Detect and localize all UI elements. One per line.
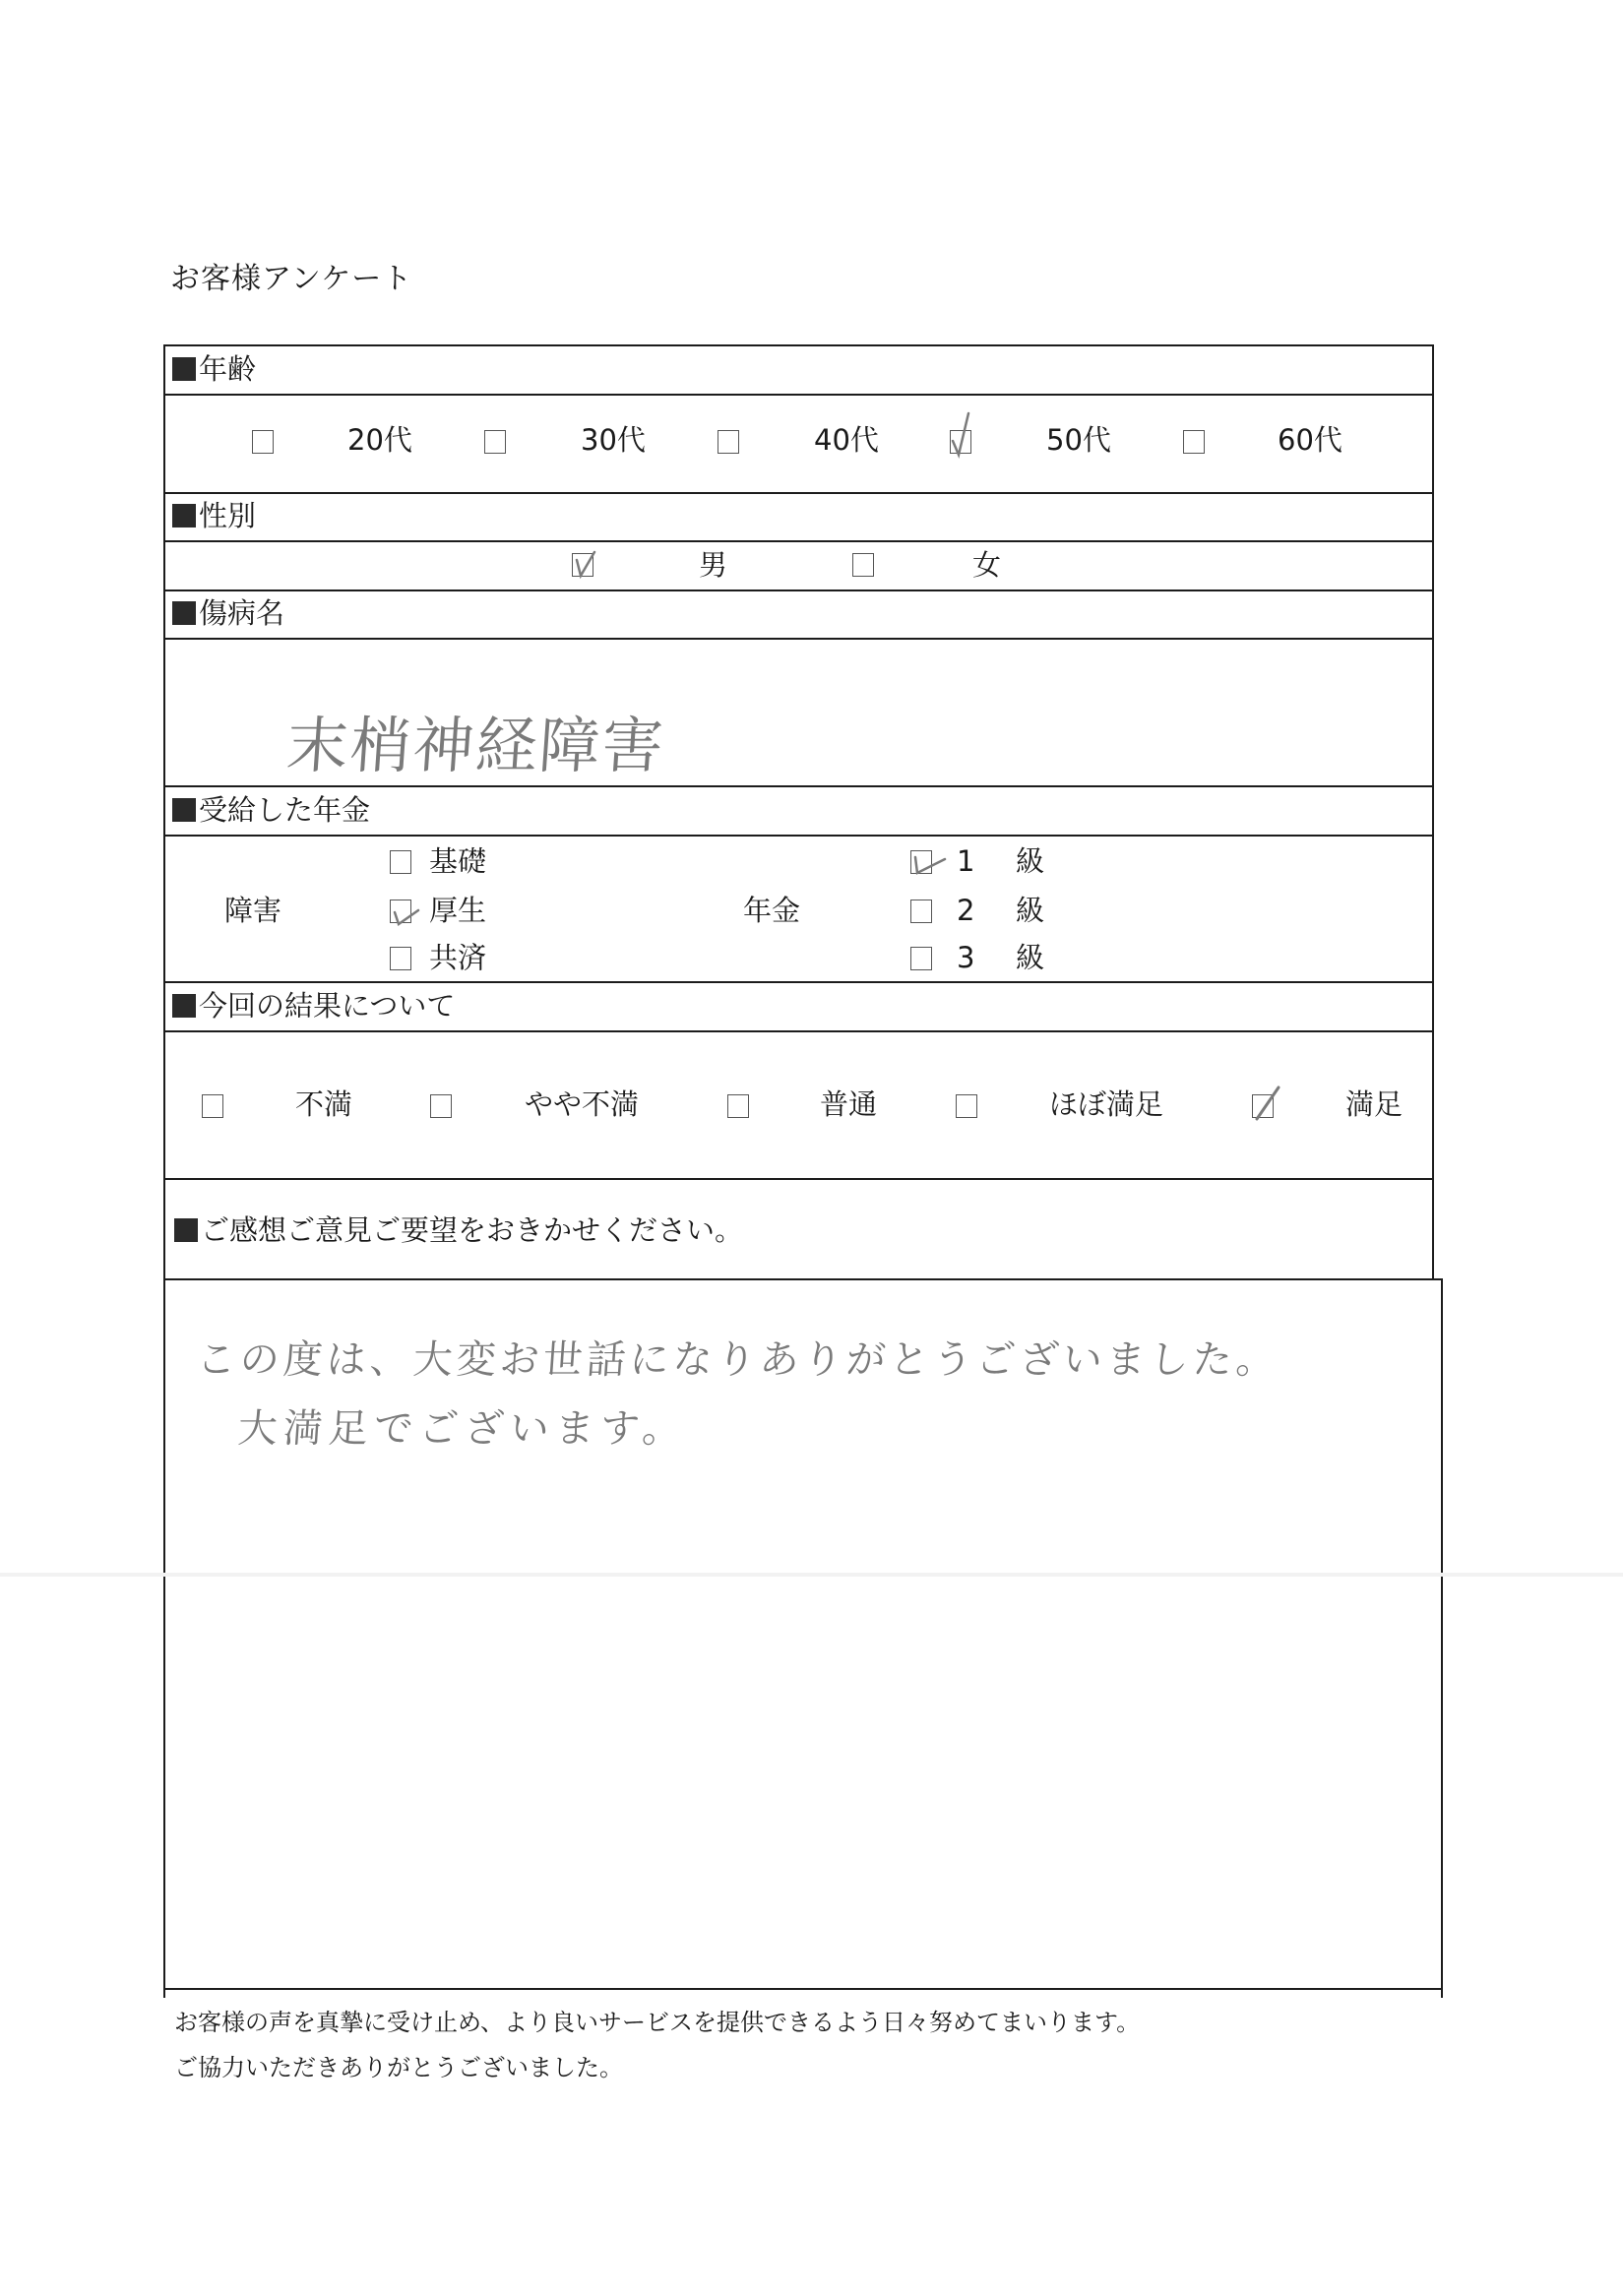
checkbox-result-satisfied[interactable] xyxy=(1252,1094,1274,1118)
check-mark-icon xyxy=(569,532,608,582)
checkbox-grade-1[interactable] xyxy=(910,850,932,874)
checkbox-pension-kosei[interactable] xyxy=(390,900,411,923)
comments-textarea[interactable] xyxy=(167,1281,1440,1986)
check-mark-icon xyxy=(907,830,957,879)
section-heading-diagnosis: 傷病名 xyxy=(172,596,284,630)
checkbox-gender-male[interactable] xyxy=(572,553,593,577)
grade-number-3: 3 xyxy=(957,941,975,974)
row-divider xyxy=(163,638,1434,640)
checkbox-gender-female[interactable] xyxy=(852,553,874,577)
row-divider xyxy=(163,492,1434,494)
row-divider xyxy=(163,540,1434,542)
bullet-square-icon xyxy=(172,504,196,527)
checkbox-age-40s[interactable] xyxy=(718,430,739,454)
row-divider xyxy=(163,344,1434,346)
checkbox-result-mostly-satisfied[interactable] xyxy=(956,1094,977,1118)
pension-category-label: 障害 xyxy=(224,894,282,927)
option-label-satisfied: 満足 xyxy=(1345,1087,1404,1121)
footer-message-line-2: ご協力いただきありがとうございました。 xyxy=(174,2054,623,2081)
survey-title: お客様アンケート xyxy=(170,262,413,296)
checkbox-grade-2[interactable] xyxy=(910,900,932,923)
table-bottom-border xyxy=(165,1988,1443,1990)
option-label-age-30s: 30代 xyxy=(581,423,646,457)
row-divider xyxy=(163,835,1434,837)
option-label-age-60s: 60代 xyxy=(1278,423,1342,457)
grade-number-2: 2 xyxy=(957,894,975,927)
check-mark-icon xyxy=(387,879,426,928)
section-heading-gender: 性別 xyxy=(172,499,256,532)
option-label-somewhat-dissatisfied: やや不満 xyxy=(525,1087,640,1121)
checkbox-age-20s[interactable] xyxy=(252,430,274,454)
footer-message-line-1: お客様の声を真摯に受け止め、より良いサービスを提供できるよう日々努めてまいります。 xyxy=(174,2009,1141,2036)
option-label-kiso: 基礎 xyxy=(429,844,487,878)
option-label-neutral: 普通 xyxy=(820,1087,878,1121)
checkbox-age-30s[interactable] xyxy=(484,430,506,454)
grade-unit-3: 級 xyxy=(1016,941,1045,974)
checkbox-result-neutral[interactable] xyxy=(727,1094,749,1118)
table-right-border-upper xyxy=(1432,345,1434,1280)
check-mark-icon xyxy=(1249,1074,1298,1123)
row-divider xyxy=(163,981,1434,983)
bullet-square-icon xyxy=(172,994,196,1018)
checkbox-pension-kiso[interactable] xyxy=(390,850,411,874)
checkbox-age-60s[interactable] xyxy=(1183,430,1205,454)
section-heading-age: 年齢 xyxy=(172,352,256,386)
section-heading-comments: ご感想ご意見ご要望をおきかせください。 xyxy=(174,1213,743,1247)
option-label-age-20s: 20代 xyxy=(347,423,412,457)
row-divider xyxy=(163,1030,1434,1032)
check-mark-icon xyxy=(947,409,986,459)
scan-fold-line xyxy=(0,1573,1623,1577)
option-label-kyosai: 共済 xyxy=(429,941,487,974)
row-divider xyxy=(163,590,1434,591)
option-label-age-50s: 50代 xyxy=(1046,423,1111,457)
row-divider xyxy=(163,394,1434,396)
grade-unit-2: 級 xyxy=(1016,894,1045,927)
option-label-male: 男 xyxy=(699,548,728,582)
row-divider xyxy=(163,1178,1434,1180)
row-divider xyxy=(163,785,1434,787)
option-label-mostly-satisfied: ほぼ満足 xyxy=(1049,1087,1164,1121)
option-label-age-40s: 40代 xyxy=(814,423,879,457)
checkbox-result-somewhat-dissatisfied[interactable] xyxy=(430,1094,452,1118)
checkbox-result-dissatisfied[interactable] xyxy=(202,1094,223,1118)
checkbox-age-50s[interactable] xyxy=(950,430,971,454)
section-heading-result: 今回の結果について xyxy=(172,989,455,1023)
bullet-square-icon xyxy=(174,1218,198,1242)
option-label-dissatisfied: 不満 xyxy=(295,1087,353,1121)
table-left-border xyxy=(163,345,165,1998)
grade-unit-1: 級 xyxy=(1016,844,1045,878)
section-heading-pension: 受給した年金 xyxy=(172,793,370,827)
checkbox-grade-3[interactable] xyxy=(910,947,932,970)
bullet-square-icon xyxy=(172,601,196,625)
row-divider xyxy=(163,1278,1443,1280)
pension-kind-label: 年金 xyxy=(743,894,801,927)
bullet-square-icon xyxy=(172,357,196,381)
checkbox-pension-kyosai[interactable] xyxy=(390,947,411,970)
diagnosis-handwritten-value: 末梢神経障害 xyxy=(284,710,668,781)
comment-handwritten-line-2: 大満足でございます。 xyxy=(236,1406,690,1452)
option-label-kosei: 厚生 xyxy=(429,894,487,927)
option-label-female: 女 xyxy=(972,548,1002,582)
grade-number-1: 1 xyxy=(957,844,975,878)
bullet-square-icon xyxy=(172,798,196,822)
comment-handwritten-line-1: この度は、大変お世話になりありがとうございました。 xyxy=(195,1337,1281,1383)
table-right-border-lower xyxy=(1441,1279,1443,1998)
